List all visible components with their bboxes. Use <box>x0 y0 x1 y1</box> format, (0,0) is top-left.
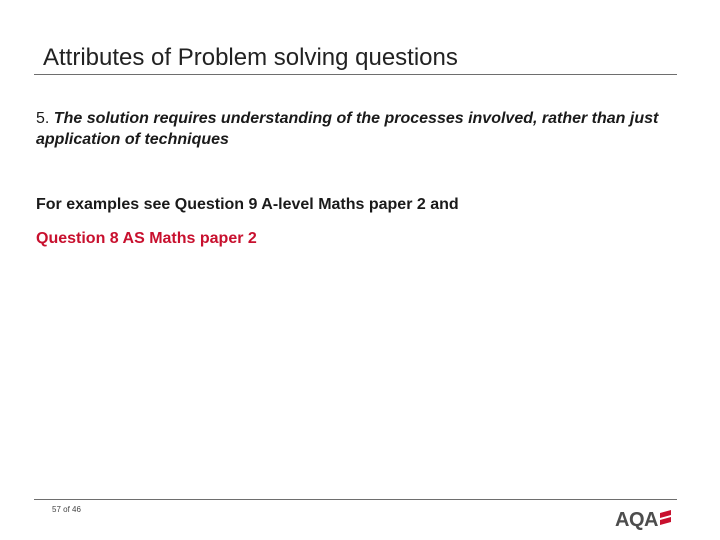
point-number: 5. <box>36 110 50 127</box>
slide-title: Attributes of Problem solving questions <box>43 44 458 71</box>
examples-line-2: Question 8 AS Maths paper 2 <box>36 230 257 247</box>
logo-text: AQA <box>615 509 658 531</box>
point-statement: The solution requires understanding of the processes involved, rather than just application of techniques <box>36 110 659 148</box>
title-divider <box>34 74 677 75</box>
examples-line-1: For examples see Question 9 A-level Maths paper 2 and <box>36 196 459 213</box>
aqa-logo-mark-icon <box>659 510 672 527</box>
examples-text <box>36 194 676 250</box>
page-number: 57 of 46 <box>52 505 81 514</box>
aqa-logo <box>615 509 683 533</box>
footer-divider <box>34 499 677 500</box>
attribute-point <box>36 108 676 150</box>
